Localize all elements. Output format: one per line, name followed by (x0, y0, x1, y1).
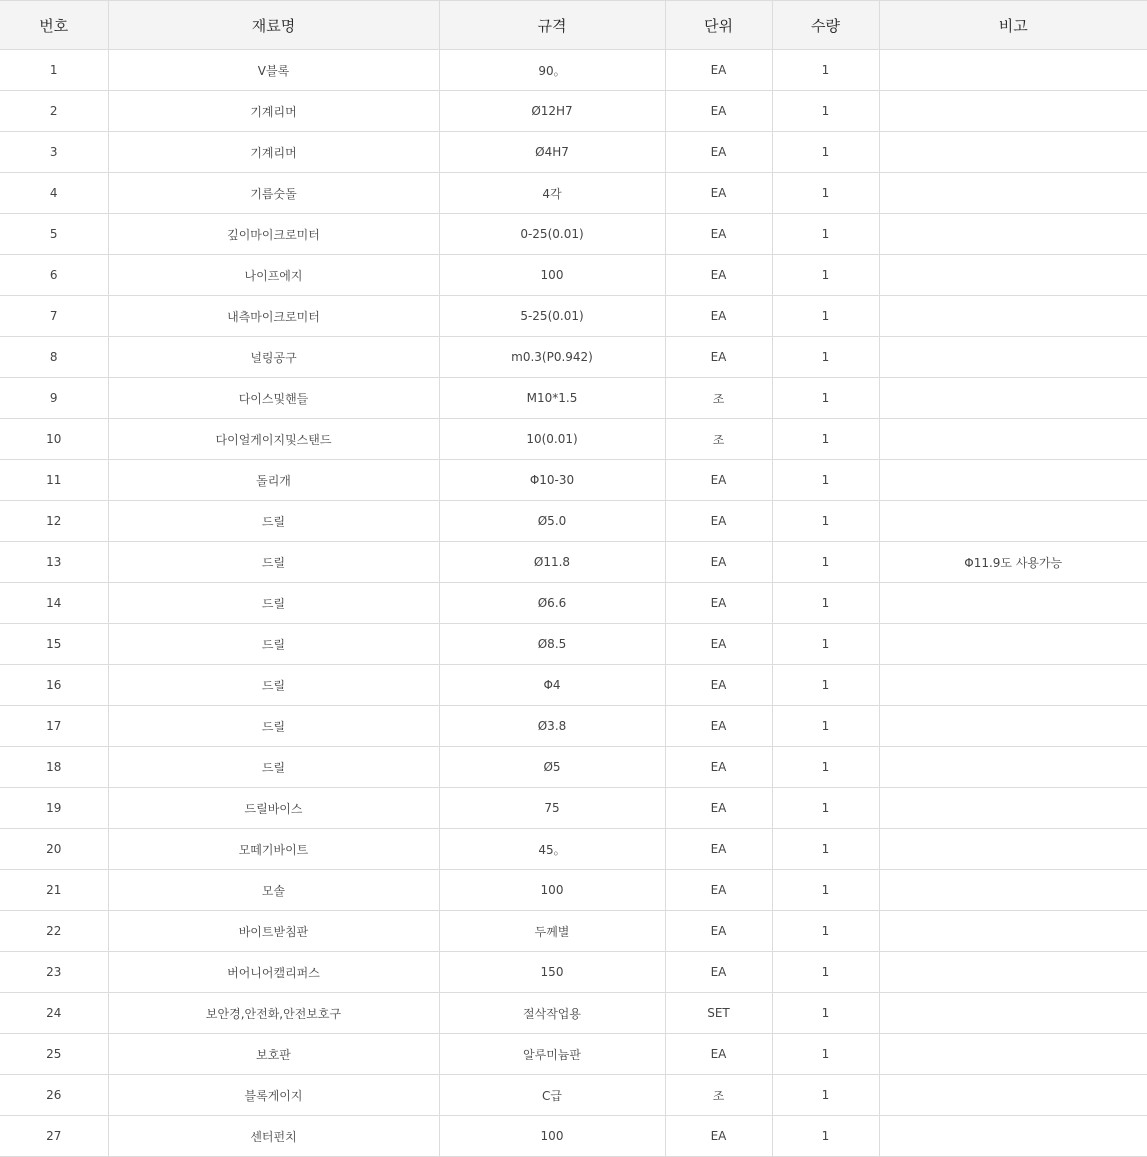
cell-quantity: 1 (772, 706, 879, 747)
cell-number: 21 (0, 870, 108, 911)
cell-quantity: 1 (772, 378, 879, 419)
table-row (0, 747, 1147, 788)
cell-specification: 알루미늄판 (439, 1034, 665, 1075)
cell-remarks (879, 706, 1147, 747)
cell-number: 22 (0, 911, 108, 952)
cell-quantity: 1 (772, 747, 879, 788)
cell-specification: 5-25(0.01) (439, 296, 665, 337)
header-row (0, 1, 1147, 50)
cell-number: 11 (0, 460, 108, 501)
cell-unit: EA (665, 214, 772, 255)
cell-remarks (879, 747, 1147, 788)
cell-unit: EA (665, 665, 772, 706)
cell-number: 10 (0, 419, 108, 460)
table-row (0, 993, 1147, 1034)
cell-unit: SET (665, 993, 772, 1034)
table-row (0, 214, 1147, 255)
cell-unit: EA (665, 50, 772, 91)
cell-quantity: 1 (772, 542, 879, 583)
cell-remarks (879, 665, 1147, 706)
header-number: 번호 (0, 1, 108, 50)
cell-material-name: 드릴 (108, 665, 439, 706)
table-row (0, 1116, 1147, 1157)
header-specification: 규격 (439, 1, 665, 50)
cell-number: 27 (0, 1116, 108, 1157)
cell-material-name: 드릴 (108, 706, 439, 747)
table-row (0, 1034, 1147, 1075)
cell-number: 18 (0, 747, 108, 788)
cell-quantity: 1 (772, 665, 879, 706)
table-row (0, 706, 1147, 747)
cell-number: 7 (0, 296, 108, 337)
cell-unit: EA (665, 829, 772, 870)
cell-quantity: 1 (772, 419, 879, 460)
cell-material-name: 드릴바이스 (108, 788, 439, 829)
cell-remarks (879, 1075, 1147, 1116)
cell-specification: 150 (439, 952, 665, 993)
table-row (0, 50, 1147, 91)
cell-specification: 10(0.01) (439, 419, 665, 460)
cell-unit: EA (665, 296, 772, 337)
cell-number: 6 (0, 255, 108, 296)
cell-remarks (879, 296, 1147, 337)
cell-material-name: 다이스및핸들 (108, 378, 439, 419)
cell-quantity: 1 (772, 870, 879, 911)
cell-unit: EA (665, 747, 772, 788)
cell-specification: 100 (439, 1116, 665, 1157)
cell-remarks (879, 1116, 1147, 1157)
table-row (0, 460, 1147, 501)
cell-number: 14 (0, 583, 108, 624)
cell-number: 17 (0, 706, 108, 747)
table-row (0, 378, 1147, 419)
cell-unit: EA (665, 460, 772, 501)
header-material-name: 재료명 (108, 1, 439, 50)
cell-material-name: 돌리개 (108, 460, 439, 501)
cell-material-name: 버어니어캘리퍼스 (108, 952, 439, 993)
cell-remarks (879, 911, 1147, 952)
table-row (0, 583, 1147, 624)
cell-material-name: 바이트받침판 (108, 911, 439, 952)
cell-number: 1 (0, 50, 108, 91)
cell-number: 15 (0, 624, 108, 665)
cell-remarks (879, 952, 1147, 993)
cell-unit: EA (665, 501, 772, 542)
cell-unit: 조 (665, 1075, 772, 1116)
cell-quantity: 1 (772, 50, 879, 91)
cell-specification: Φ10-30 (439, 460, 665, 501)
cell-specification: 100 (439, 870, 665, 911)
cell-material-name: 보안경,안전화,안전보호구 (108, 993, 439, 1034)
cell-remarks (879, 378, 1147, 419)
table-row (0, 788, 1147, 829)
cell-remarks (879, 214, 1147, 255)
cell-number: 25 (0, 1034, 108, 1075)
table-row (0, 952, 1147, 993)
cell-quantity: 1 (772, 1075, 879, 1116)
cell-unit: EA (665, 624, 772, 665)
header-remarks: 비고 (879, 1, 1147, 50)
cell-material-name: 드릴 (108, 542, 439, 583)
table-row (0, 337, 1147, 378)
cell-specification: Ø11.8 (439, 542, 665, 583)
table-row (0, 624, 1147, 665)
table-row (0, 911, 1147, 952)
cell-quantity: 1 (772, 337, 879, 378)
cell-remarks (879, 419, 1147, 460)
cell-number: 13 (0, 542, 108, 583)
cell-unit: EA (665, 132, 772, 173)
table-row (0, 296, 1147, 337)
cell-remarks (879, 870, 1147, 911)
cell-remarks (879, 624, 1147, 665)
header-quantity: 수량 (772, 1, 879, 50)
cell-unit: EA (665, 542, 772, 583)
cell-specification: 45。 (439, 829, 665, 870)
cell-unit: EA (665, 911, 772, 952)
cell-remarks (879, 1034, 1147, 1075)
cell-specification: 절삭작업용 (439, 993, 665, 1034)
cell-material-name: 드릴 (108, 747, 439, 788)
table-row (0, 173, 1147, 214)
table-row (0, 1075, 1147, 1116)
cell-specification: 4각 (439, 173, 665, 214)
cell-unit: EA (665, 173, 772, 214)
cell-quantity: 1 (772, 829, 879, 870)
cell-material-name: 기름숫돌 (108, 173, 439, 214)
table-header (0, 1, 1147, 50)
cell-quantity: 1 (772, 788, 879, 829)
cell-material-name: 다이얼게이지및스탠드 (108, 419, 439, 460)
cell-material-name: 내측마이크로미터 (108, 296, 439, 337)
table-row (0, 870, 1147, 911)
cell-unit: EA (665, 255, 772, 296)
table-row (0, 501, 1147, 542)
cell-material-name: 나이프에지 (108, 255, 439, 296)
cell-specification: Φ4 (439, 665, 665, 706)
cell-number: 26 (0, 1075, 108, 1116)
cell-remarks (879, 337, 1147, 378)
cell-material-name: 깊이마이크로미터 (108, 214, 439, 255)
cell-quantity: 1 (772, 460, 879, 501)
cell-specification: m0.3(P0.942) (439, 337, 665, 378)
cell-material-name: 모솔 (108, 870, 439, 911)
cell-quantity: 1 (772, 1034, 879, 1075)
cell-specification: 100 (439, 255, 665, 296)
cell-specification: Ø4H7 (439, 132, 665, 173)
cell-specification: 0-25(0.01) (439, 214, 665, 255)
cell-material-name: 기계리머 (108, 132, 439, 173)
cell-material-name: 드릴 (108, 624, 439, 665)
cell-material-name: 센터펀치 (108, 1116, 439, 1157)
cell-unit: EA (665, 870, 772, 911)
cell-number: 19 (0, 788, 108, 829)
table-row (0, 419, 1147, 460)
cell-material-name: 모떼기바이트 (108, 829, 439, 870)
cell-unit: EA (665, 706, 772, 747)
cell-remarks (879, 993, 1147, 1034)
cell-material-name: 보호판 (108, 1034, 439, 1075)
cell-material-name: 드릴 (108, 501, 439, 542)
cell-number: 8 (0, 337, 108, 378)
cell-unit: 조 (665, 419, 772, 460)
cell-number: 9 (0, 378, 108, 419)
cell-specification: Ø3.8 (439, 706, 665, 747)
cell-remarks (879, 91, 1147, 132)
cell-remarks (879, 173, 1147, 214)
cell-specification: 75 (439, 788, 665, 829)
table-row (0, 132, 1147, 173)
cell-quantity: 1 (772, 952, 879, 993)
cell-quantity: 1 (772, 993, 879, 1034)
table-row (0, 665, 1147, 706)
cell-quantity: 1 (772, 173, 879, 214)
cell-quantity: 1 (772, 296, 879, 337)
cell-specification: Ø6.6 (439, 583, 665, 624)
cell-remarks (879, 788, 1147, 829)
cell-specification: 두께별 (439, 911, 665, 952)
table-body (0, 50, 1147, 1157)
cell-unit: EA (665, 337, 772, 378)
cell-quantity: 1 (772, 1116, 879, 1157)
cell-specification: Ø12H7 (439, 91, 665, 132)
cell-remarks: Φ11.9도 사용가능 (879, 542, 1147, 583)
cell-quantity: 1 (772, 91, 879, 132)
cell-remarks (879, 583, 1147, 624)
cell-remarks (879, 829, 1147, 870)
cell-unit: EA (665, 1034, 772, 1075)
cell-remarks (879, 501, 1147, 542)
table-row (0, 255, 1147, 296)
cell-quantity: 1 (772, 501, 879, 542)
cell-remarks (879, 50, 1147, 91)
cell-material-name: 널링공구 (108, 337, 439, 378)
cell-specification: 90。 (439, 50, 665, 91)
cell-specification: Ø5.0 (439, 501, 665, 542)
cell-number: 4 (0, 173, 108, 214)
cell-material-name: V블록 (108, 50, 439, 91)
cell-quantity: 1 (772, 214, 879, 255)
cell-unit: EA (665, 952, 772, 993)
cell-number: 20 (0, 829, 108, 870)
cell-unit: EA (665, 91, 772, 132)
table-row (0, 542, 1147, 583)
cell-number: 3 (0, 132, 108, 173)
cell-remarks (879, 255, 1147, 296)
cell-specification: C급 (439, 1075, 665, 1116)
table-row (0, 829, 1147, 870)
cell-specification: Ø5 (439, 747, 665, 788)
cell-quantity: 1 (772, 911, 879, 952)
cell-number: 16 (0, 665, 108, 706)
cell-remarks (879, 460, 1147, 501)
cell-number: 5 (0, 214, 108, 255)
cell-specification: M10*1.5 (439, 378, 665, 419)
table-row (0, 91, 1147, 132)
cell-unit: EA (665, 1116, 772, 1157)
cell-number: 23 (0, 952, 108, 993)
cell-remarks (879, 132, 1147, 173)
cell-specification: Ø8.5 (439, 624, 665, 665)
cell-unit: EA (665, 788, 772, 829)
cell-number: 24 (0, 993, 108, 1034)
cell-unit: 조 (665, 378, 772, 419)
cell-unit: EA (665, 583, 772, 624)
cell-material-name: 기계리머 (108, 91, 439, 132)
cell-material-name: 블록게이지 (108, 1075, 439, 1116)
cell-quantity: 1 (772, 132, 879, 173)
header-unit: 단위 (665, 1, 772, 50)
cell-quantity: 1 (772, 583, 879, 624)
cell-number: 2 (0, 91, 108, 132)
cell-quantity: 1 (772, 255, 879, 296)
cell-number: 12 (0, 501, 108, 542)
cell-material-name: 드릴 (108, 583, 439, 624)
cell-quantity: 1 (772, 624, 879, 665)
